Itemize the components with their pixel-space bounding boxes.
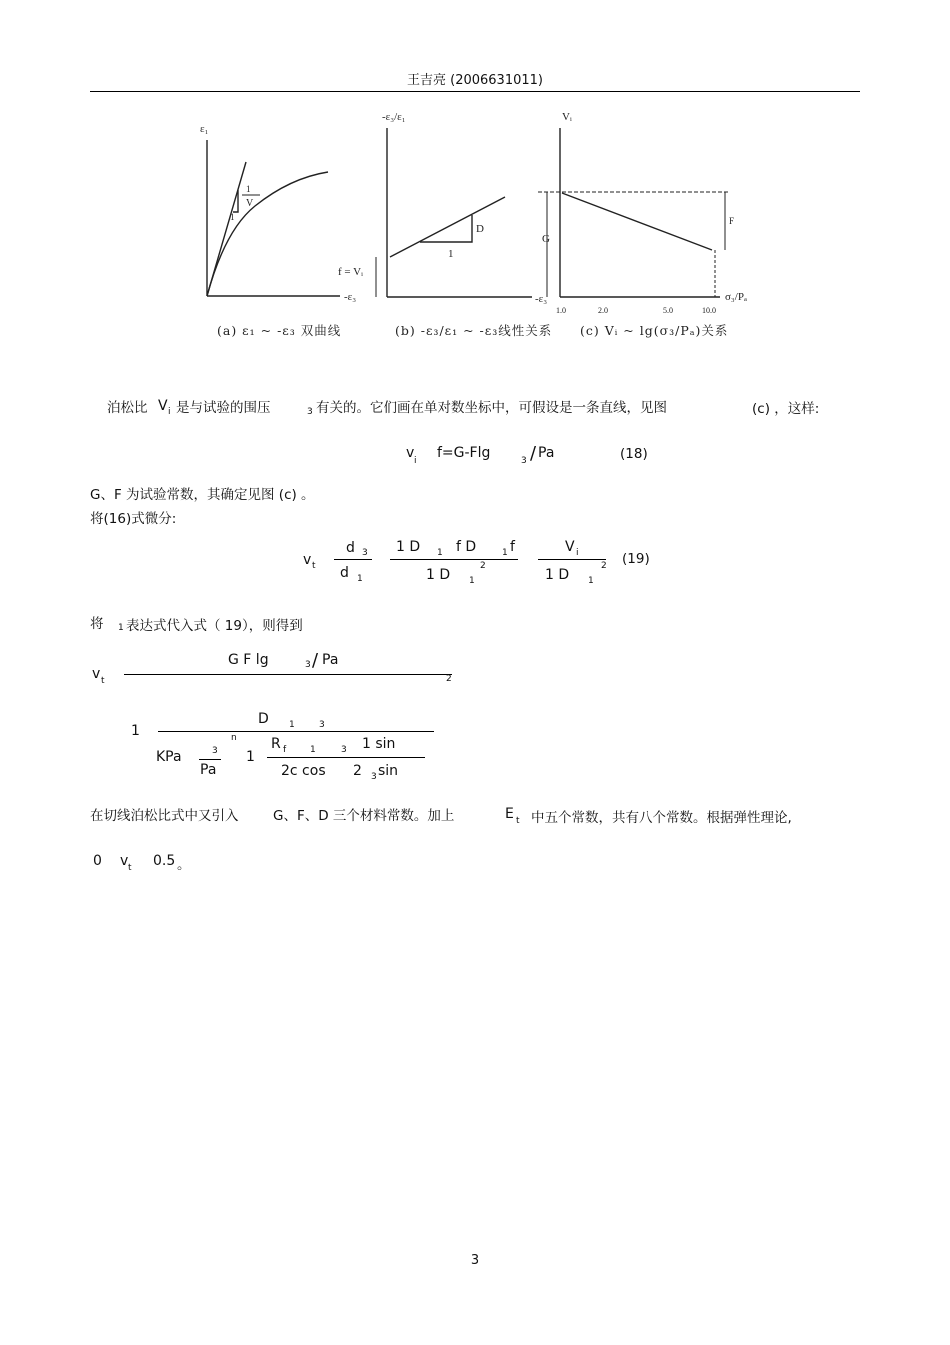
fig-a-slope-num: 1 bbox=[246, 184, 251, 194]
fig-b-d: D bbox=[476, 223, 484, 235]
eq19-sq: 2 bbox=[480, 561, 486, 571]
para4-sub: 1 bbox=[118, 623, 124, 633]
eq20-pa: Pa bbox=[200, 762, 217, 778]
para5-c: 中五个常数，共有八个常数。根据弹性理论, bbox=[531, 810, 792, 826]
eq19-n1: 1 D bbox=[396, 539, 421, 555]
eq20-tp: Pa bbox=[322, 652, 339, 668]
eq19-lsub: t bbox=[312, 561, 316, 571]
eq20-mainfrac bbox=[124, 674, 452, 675]
eq19-n2s: 1 bbox=[502, 548, 508, 558]
eq18-lsub: i bbox=[414, 456, 417, 466]
eq19-lhs: v bbox=[303, 552, 312, 568]
eq19-frac2 bbox=[390, 559, 518, 560]
fig-b-ylabel: -ε₃/ε₁ bbox=[382, 111, 406, 123]
eq18-slash: / bbox=[530, 443, 537, 464]
eq20-rf: R bbox=[271, 736, 281, 752]
para5-es: t bbox=[516, 816, 520, 826]
fig-b-caption: (b) -ε₃/ε₁ ~ -ε₃线性关系 bbox=[395, 323, 553, 338]
eq20-dn: D bbox=[258, 711, 269, 727]
eq18-rhs: f=G-Flg bbox=[437, 445, 491, 461]
para4-a: 将 bbox=[90, 616, 104, 632]
eq20-lhs: v bbox=[92, 666, 101, 682]
figure-c bbox=[538, 111, 747, 315]
eq20-rs1: 1 bbox=[310, 745, 316, 755]
para1-d: (c) ，这样: bbox=[752, 401, 820, 417]
fig-c-tick-0: 1.0 bbox=[556, 306, 566, 315]
eq19-frac3 bbox=[538, 559, 606, 560]
eq19-rds: 1 bbox=[588, 576, 594, 586]
fig-a-one: 1 bbox=[230, 212, 235, 222]
eq19-frac1 bbox=[334, 559, 372, 560]
ineq-vs: t bbox=[128, 863, 132, 873]
fig-c-xlabel: σ₃/Pₐ bbox=[725, 291, 747, 303]
figure-b bbox=[338, 111, 547, 305]
fig-b-one: 1 bbox=[448, 248, 454, 260]
fig-b-f: f = Vᵢ bbox=[338, 266, 363, 278]
eq19-dens: 1 bbox=[469, 576, 475, 586]
para4-b: 表达式代入式（ 19），则得到 bbox=[126, 618, 303, 634]
eq19-d2: d bbox=[340, 565, 349, 581]
eq20-rone: 1 sin bbox=[362, 736, 396, 752]
fig-b-xlabel: -ε₃ bbox=[535, 293, 548, 305]
eq18-lhs: v bbox=[406, 445, 415, 461]
eq20-lsub: t bbox=[101, 676, 105, 686]
eq20-ts: 3 bbox=[305, 660, 311, 670]
eq20-rs3: 3 bbox=[341, 745, 347, 755]
ineq-a: 0 bbox=[93, 853, 102, 869]
para1-sub3: 3 bbox=[307, 407, 313, 417]
para5-a: 在切线泊松比式中又引入 bbox=[90, 808, 239, 824]
fig-c-caption: (c) Vᵢ ~ lg(σ₃/Pₐ)关系 bbox=[580, 323, 729, 338]
eq20-n: n bbox=[231, 733, 237, 743]
para1-v: V bbox=[158, 398, 168, 414]
eq20-top: G F lg bbox=[228, 652, 269, 668]
figure bbox=[180, 100, 760, 345]
eq18-tail: Pa bbox=[538, 445, 555, 461]
eq19-rns: i bbox=[576, 548, 579, 558]
eq20-cos: 2c cos bbox=[281, 763, 326, 779]
eq20-pafrac bbox=[199, 759, 221, 760]
eq19-s3: 3 bbox=[362, 548, 368, 558]
eq20-innerfrac bbox=[158, 731, 434, 732]
eq19-n1s: 1 bbox=[437, 548, 443, 558]
fig-a-slope-den: V bbox=[246, 198, 254, 209]
para3: 将(16)式微分: bbox=[90, 511, 177, 527]
header-rule bbox=[90, 91, 860, 92]
eq20-one2: 1 bbox=[246, 749, 255, 765]
fig-c-g: G bbox=[542, 233, 550, 245]
fig-c-f: F bbox=[729, 216, 735, 226]
eq20-ds1: 1 bbox=[289, 720, 295, 730]
eq19-num: (19) bbox=[622, 551, 650, 567]
eq20-s3: 3 bbox=[212, 746, 218, 756]
eq20-kpa: KPa bbox=[156, 749, 182, 765]
para1-c: 有关的。它们画在单对数坐标中，可假设是一条直线，见图 bbox=[316, 400, 667, 416]
ineq-c: 。 bbox=[177, 857, 191, 873]
eq18-sub: 3 bbox=[521, 456, 527, 466]
para1-vsub: i bbox=[168, 407, 171, 417]
eq20-rfs: f bbox=[283, 745, 287, 755]
para5-b: G、F、D 三个材料常数。加上 bbox=[273, 808, 455, 824]
fig-c-tick-1: 2.0 bbox=[598, 306, 608, 315]
fig-a-caption: (a) ε₁ ~ -ε₃ 双曲线 bbox=[217, 323, 342, 338]
eq20-ss3: 3 bbox=[371, 772, 377, 782]
page-number: 3 bbox=[470, 1253, 480, 1268]
eq20-one: 1 bbox=[131, 723, 140, 739]
para2: G、F 为试验常数，其确定见图 (c) 。 bbox=[90, 487, 315, 503]
fig-a-xlabel: -ε₃ bbox=[344, 291, 357, 303]
eq19-rn: V bbox=[565, 539, 575, 555]
ineq-v: v bbox=[120, 853, 129, 869]
eq19-d1: d bbox=[346, 540, 355, 556]
figure-a bbox=[200, 123, 356, 303]
eq19-n3: f bbox=[510, 539, 515, 555]
eq20-slash: / bbox=[312, 650, 319, 671]
ineq-b: 0.5 bbox=[153, 853, 176, 869]
para1-a: 泊松比 bbox=[107, 400, 148, 416]
fig-c-tick-2: 5.0 bbox=[663, 306, 673, 315]
eq19-rsq: 2 bbox=[601, 561, 607, 571]
eq20-two3: 2 bbox=[353, 763, 362, 779]
eq19-den: 1 D bbox=[426, 567, 451, 583]
eq19-rd: 1 D bbox=[545, 567, 570, 583]
eq20-sin: sin bbox=[378, 763, 399, 779]
fig-a-ylabel: ε₁ bbox=[200, 123, 209, 135]
eq20-two: 2 bbox=[446, 674, 452, 684]
eq19-s1: 1 bbox=[357, 574, 363, 584]
para5-e: E bbox=[505, 806, 514, 822]
eq20-rfrac bbox=[267, 757, 425, 758]
page-header: 王吉亮 (2006631011) bbox=[407, 73, 543, 88]
fig-c-tick-3: 10.0 bbox=[702, 306, 716, 315]
fig-c-ylabel: Vᵢ bbox=[562, 111, 572, 123]
eq20-ds3: 3 bbox=[319, 720, 325, 730]
eq18-num: (18) bbox=[620, 446, 648, 462]
para1-b: 是与试验的围压 bbox=[176, 400, 271, 416]
eq19-n2: f D bbox=[456, 539, 477, 555]
